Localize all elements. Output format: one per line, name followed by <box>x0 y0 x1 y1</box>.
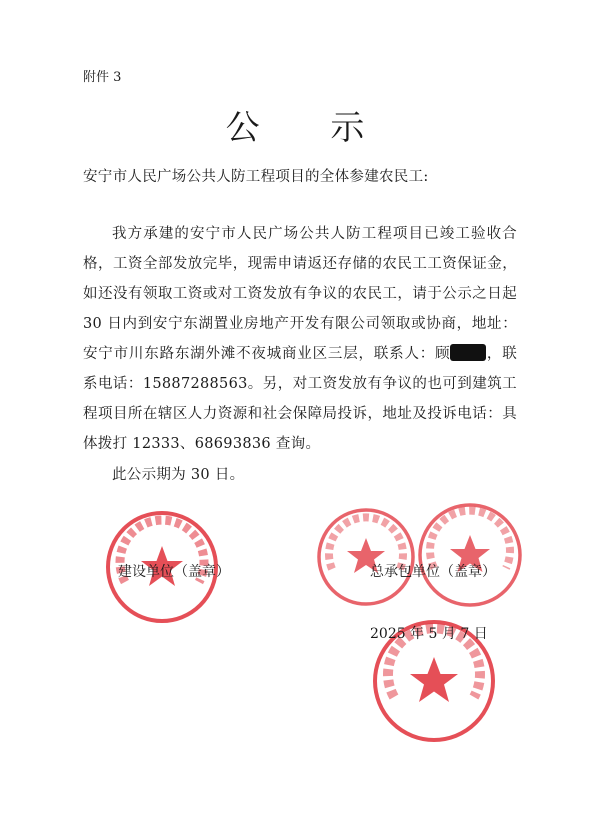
notice-paragraph <box>83 219 517 459</box>
attachment-label: 附件 3 <box>83 70 122 85</box>
general-contractor-label: 总承包单位（盖章） <box>370 564 496 580</box>
notice-date: 2025 年 5 月 7 日 <box>370 626 488 642</box>
notice-text-part2: ，联系电话：15887288563。另，对工资发放有争议的也可到建筑工程项目所在辖区人力资源和社会保障局投诉，地址及投诉电话：具体拨打 12333、68693836 查询。 <box>83 346 517 452</box>
construction-unit-label: 建设单位（盖章） <box>118 564 230 580</box>
contractor-seal-1 <box>314 505 418 609</box>
redacted-name <box>450 344 486 361</box>
contractor-seal-2 <box>415 500 525 610</box>
salutation: 安宁市人民广场公共人防工程项目的全体参建农民工: <box>83 169 429 185</box>
period-notice: 此公示期为 30 日。 <box>112 467 245 483</box>
notice-text-part1: 我方承建的安宁市人民广场公共人防工程项目已竣工验收合格，工资全部发放完毕，现需申请返还存储的农民工工资保证金，如还没有领取工资或对工资发放有争议的农民工，请于公示之日起 30 日内到安宁东湖置业房地产开发有限公司领取或协商，地址：安宁市川东路东湖外滩不夜城商业区三层，联系人：顾 <box>83 226 517 362</box>
page-title: 公 示 <box>225 108 395 148</box>
